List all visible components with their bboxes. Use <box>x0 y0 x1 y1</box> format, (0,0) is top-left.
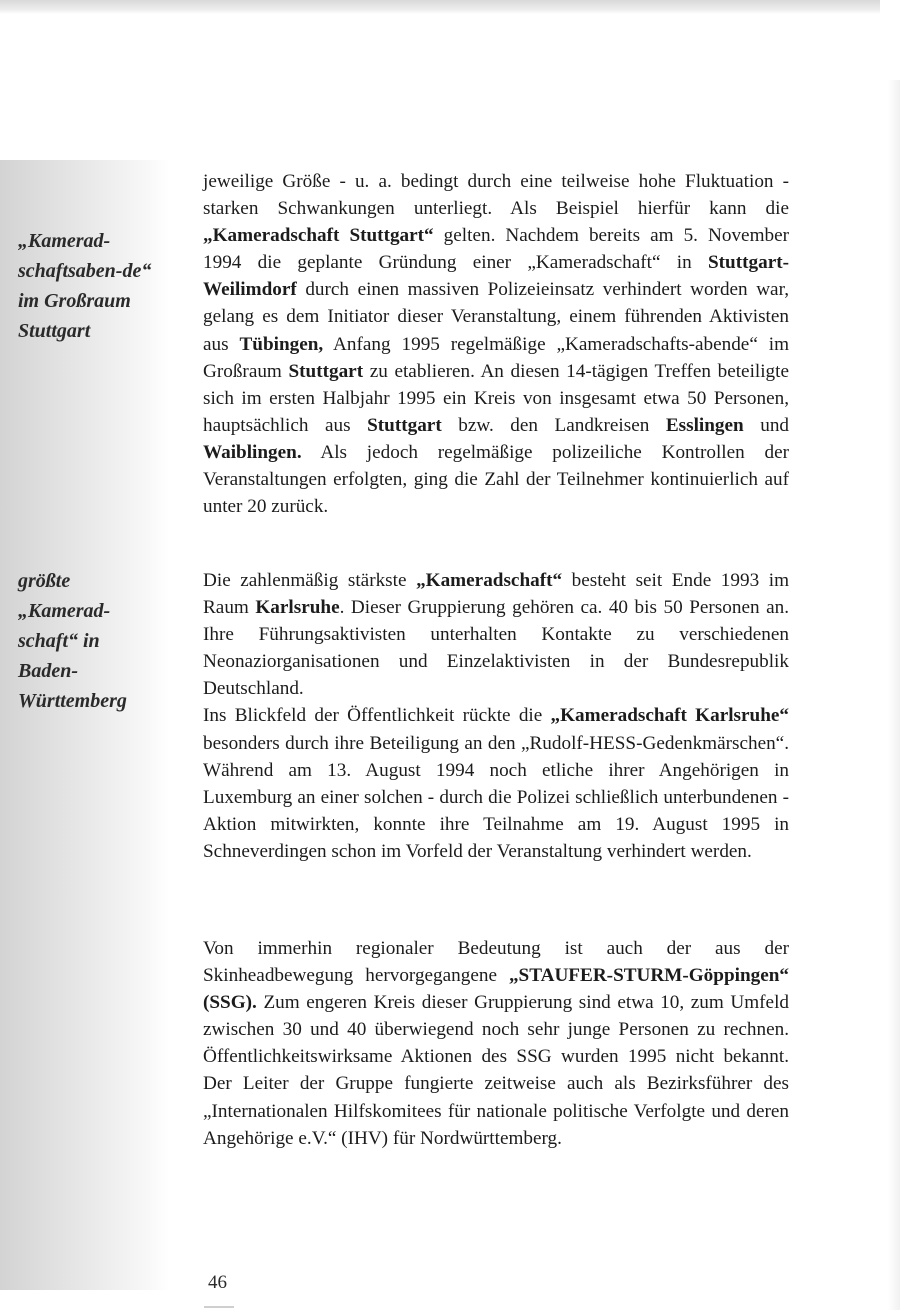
scan-right-edge <box>888 80 900 1310</box>
paragraph-text <box>203 935 789 1152</box>
paragraph-kameradschaft-stuttgart <box>203 168 789 520</box>
bold-term: Waiblingen. <box>203 441 302 463</box>
margin-note-kameradschaftsabende: „Kamerad-schaftsaben-de“ im Großraum Stuttgart <box>18 230 152 342</box>
text-run: jeweilige Größe - u. a. bedingt durch eine teilweise hohe Fluktuation - starken Schwankungen unterliegt. Als Beispiel hierfür kann die <box>203 171 789 220</box>
bold-term: „Kameradschaft“ <box>416 570 563 591</box>
text-run: durch einen massiven Polizeieinsatz verhindert worden war, gelang es dem Initiator dieser Veranstaltung, einem führenden Aktivisten aus <box>203 279 789 355</box>
footer-mark <box>204 1306 234 1308</box>
text-run: . Dieser Gruppierung gehören ca. 40 bis 50 Personen an. Ihre Führungsaktivisten unterhalten Kontakte zu verschiedenen Neonaziorganisationen und Einzelaktivisten in der Bundesrepublik Deutschland. <box>203 597 789 700</box>
paragraph-text <box>203 168 789 520</box>
bold-term: Karlsruhe <box>255 597 340 619</box>
paragraph-staufer-sturm <box>203 935 789 1152</box>
text-run: besteht seit Ende 1993 im Raum <box>203 570 789 619</box>
bold-term: „Kameradschaft Stuttgart“ <box>203 225 434 247</box>
margin-note-groesste-kameradschaft: größte „Kamerad-schaft“ in Baden-Württemberg <box>18 570 127 712</box>
text-run: Ins Blickfeld der Öffentlichkeit rückte die <box>203 705 551 727</box>
text-run: Zum engeren Kreis dieser Gruppierung sind etwa 10, zum Umfeld zwischen 30 und 40 überwiegend noch sehr junge Personen zu rechnen. Öffentlichkeitswirksame Aktionen des SSG wurden 1995 nicht bekannt. Der Leiter der Gruppe fungierte zeitweise auch als Bezirksführer des „Internationalen Hilfskomitees für nationale politische Verfolgte und deren Angehörige e.V.“ (IHV) für Nordwürttemberg. <box>203 992 789 1149</box>
paragraph-text <box>203 567 789 702</box>
paragraph-kameradschaft-karlsruhe <box>203 567 789 865</box>
text-run: bzw. den Landkreisen <box>441 414 666 436</box>
text-run: Als jedoch regelmäßige polizeiliche Kontrollen der Veranstaltungen erfolgten, ging die Zahl der Teilnehmer kontinuierlich auf unter 20 zurück. <box>203 441 789 518</box>
page-number: 46 <box>208 1272 227 1293</box>
bold-term: Stuttgart <box>367 414 442 436</box>
paragraph-text <box>203 702 789 865</box>
bold-term: „STAUFER-STURM-Göppingen“ (SSG). <box>203 965 789 1014</box>
bold-term: Tübingen, <box>239 333 324 355</box>
text-run: gelten. Nachdem bereits am 5. November 1994 die geplante Gründung einer „Kameradschaft“ in <box>203 225 789 274</box>
bold-term: „Kameradschaft Karlsruhe“ <box>550 705 789 727</box>
text-run: Von immerhin regionaler Bedeutung ist auch der aus der Skinheadbewegung hervorgegangene <box>203 938 789 987</box>
scan-top-shadow <box>0 0 880 14</box>
bold-term: Esslingen <box>665 414 744 436</box>
text-run: besonders durch ihre Beteiligung an den „Rudolf-HESS-Gedenkmärschen“. Während am 13. August 1994 noch etliche ihrer Angehörigen in Luxemburg an einer solchen - durch die Polizei schließlich unterbundenen - Aktion mitwirkten, konnte ihre Teilnahme am 19. August 1995 in Schneverdingen schon im Vorfeld der Veranstaltung verhindert werden. <box>203 732 789 862</box>
bold-term: Stuttgart <box>288 360 364 382</box>
text-run: Die zahlenmäßig stärkste <box>203 570 417 591</box>
text-run: und <box>743 414 789 436</box>
text-run: zu etablieren. An diesen 14-tägigen Treffen beteiligte sich im ersten Halbjahr 1995 ein Kreis von insgesamt etwa 50 Personen, hauptsächlich aus <box>203 360 789 436</box>
text-run: Anfang 1995 regelmäßige „Kameradschafts-abende“ im Großraum <box>203 333 789 382</box>
bold-term: Stuttgart-Weilimdorf <box>203 252 789 301</box>
